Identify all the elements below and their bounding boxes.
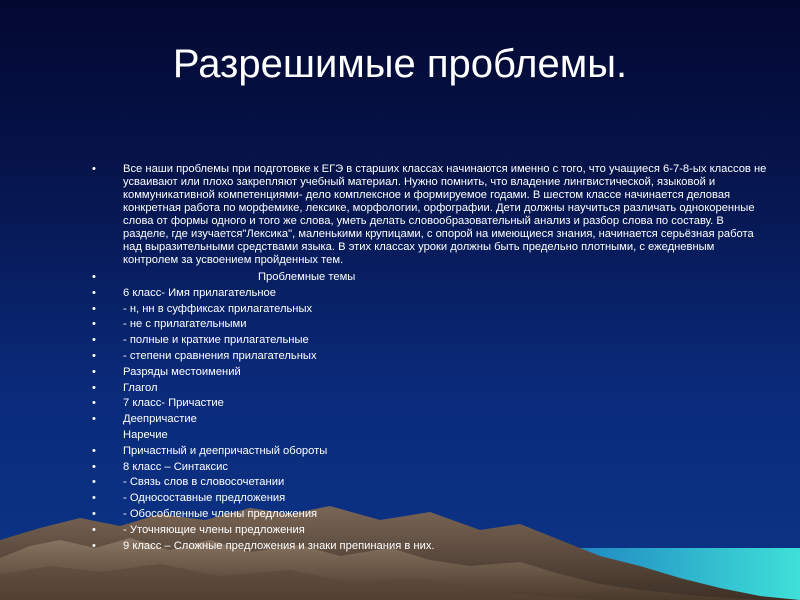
list-item-text: - Обособленные члены предложения xyxy=(123,507,318,520)
list-item xyxy=(92,397,772,410)
list-item-text: - Уточняющие члены предложения xyxy=(123,523,305,536)
list-item xyxy=(92,350,772,363)
list-item-text: Наречие xyxy=(123,428,168,441)
list-item-text: 9 класс – Сложные предложения и знаки препинания в них. xyxy=(123,539,435,552)
bullet-marker: • xyxy=(92,349,96,362)
list-item-text: 7 класс- Причастие xyxy=(123,397,224,410)
bullet-marker: • xyxy=(92,302,96,315)
bullet-marker: • xyxy=(92,492,96,505)
list-item xyxy=(92,163,772,267)
bullet-marker: • xyxy=(92,334,96,347)
bullet-marker: • xyxy=(92,318,96,331)
list-item-text: Причастный и деепричастный обороты xyxy=(123,444,328,457)
bullet-marker: • xyxy=(92,507,96,520)
list-item xyxy=(92,524,772,537)
bullet-marker: • xyxy=(92,365,96,378)
bullet-marker: • xyxy=(92,286,96,299)
list-item-text: Деепричастие xyxy=(123,413,197,426)
list-item-text: - Односоставные предложения xyxy=(123,492,286,505)
list-item xyxy=(92,508,772,521)
bullet-marker: • xyxy=(92,539,96,552)
list-item-text: Проблемные темы xyxy=(258,271,356,283)
list-item xyxy=(92,492,772,505)
bullet-marker: • xyxy=(92,381,96,394)
bullet-marker: • xyxy=(92,460,96,473)
list-item xyxy=(92,366,772,379)
list-item xyxy=(92,382,772,395)
bullet-marker: • xyxy=(92,163,96,175)
list-item-text: - не с прилагательными xyxy=(123,318,247,331)
bullet-marker: • xyxy=(92,397,96,410)
bullet-marker: • xyxy=(92,476,96,489)
list-item xyxy=(92,540,772,553)
list-item xyxy=(92,318,772,331)
list-item xyxy=(92,429,772,442)
list-item-text: 6 класс- Имя прилагательное xyxy=(123,286,276,299)
list-item-text: - степени сравнения прилагательных xyxy=(123,349,317,362)
bullet-marker: • xyxy=(92,271,96,283)
bullet-marker: • xyxy=(92,523,96,536)
list-item xyxy=(92,271,772,284)
list-item-text: Все наши проблемы при подготовке к ЕГЭ в старших классах начинаются именно с того, что учащиеся 6-7-8-ых классов не усваивают или плохо закрепляют учебный материал. Нужно помнить, что владение лингвистической, языковой и коммуникативной компетенциями- дело комплексное и формируемое годами. В шестом классе начинается деловая конкретная работа по морфемике, лексике, морфологии, орфографии. Дети должны научиться различать однокоренные слова от формы одного и того же слова, уметь делать словообразовательный анализ и разбор слова по составу. В разделе, где изучается"Лексика", маленькими крупицами, с опорой на имеющиеся знания, начинается серьёзная работа над выразительными средствами языка. В этих классах уроки должны быть предельно плотными, с ежедневным контролем за усвоением пройденных тем. xyxy=(123,163,767,266)
list-item-text: - Связь слов в словосочетании xyxy=(123,476,285,489)
list-item-text: - полные и краткие прилагательные xyxy=(123,334,309,347)
list-item xyxy=(92,287,772,300)
list-item xyxy=(92,476,772,489)
list-item xyxy=(92,413,772,426)
slide-title: Разрешимые проблемы. xyxy=(172,42,628,86)
list-item-text: 8 класс – Синтаксис xyxy=(123,460,228,473)
list-item xyxy=(92,334,772,347)
bullet-marker: • xyxy=(92,413,96,426)
list-item xyxy=(92,461,772,474)
list-item xyxy=(92,445,772,458)
list-item-text: Разряды местоимений xyxy=(123,365,241,378)
bullet-marker: • xyxy=(92,444,96,457)
list-item-text: - н, нн в суффиксах прилагательных xyxy=(123,302,313,315)
list-item-text: Глагол xyxy=(123,381,158,394)
bullet-list xyxy=(92,163,772,555)
list-item xyxy=(92,303,772,316)
